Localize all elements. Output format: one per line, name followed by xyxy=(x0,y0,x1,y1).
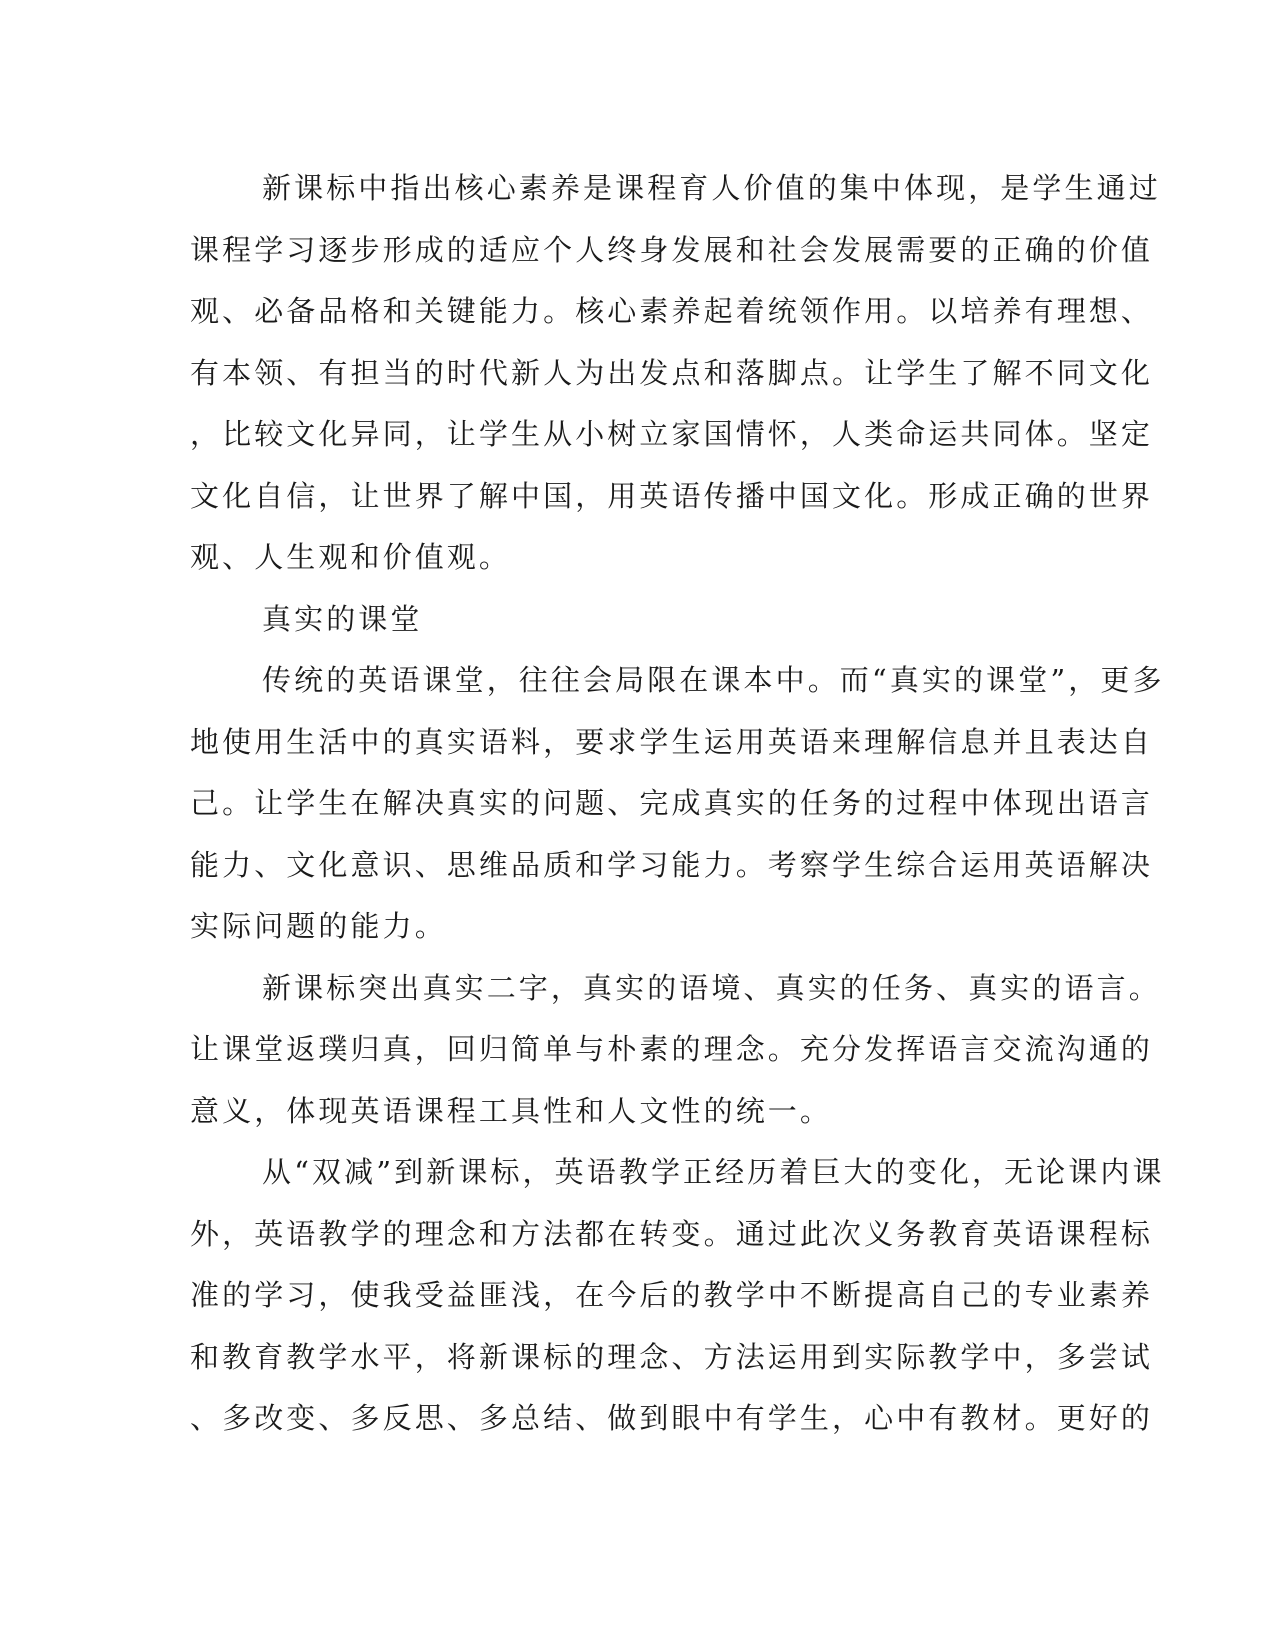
text-line: 新课标中指出核心素养是课程育人价值的集中体现，是学生通过 xyxy=(262,171,1161,205)
text-line: 、多改变、多反思、多总结、做到眼中有学生，心中有教材。更好的 xyxy=(190,1401,1154,1435)
text-line: 文化自信，让世界了解中国，用英语传播中国文化。形成正确的世界 xyxy=(190,478,1154,513)
text-line: ，比较文化异同，让学生从小树立家国情怀，人类命运共同体。坚定 xyxy=(190,417,1154,451)
text-line: 和教育教学水平，将新课标的理念、方法运用到实际教学中，多尝试 xyxy=(190,1339,1154,1374)
text-line: 观、必备品格和关键能力。核心素养起着统领作用。以培养有理想、 xyxy=(190,294,1154,328)
section-heading: 真实的课堂 xyxy=(262,601,423,636)
text-line: 能力、文化意识、思维品质和学习能力。考察学生综合运用英语解决 xyxy=(190,847,1154,882)
text-line: 传统的英语课堂，往往会局限在课本中。而“真实的课堂”，更多 xyxy=(262,663,1165,697)
text-line: 新课标突出真实二字，真实的语境、真实的任务、真实的语言。 xyxy=(262,970,1161,1005)
text-line: 观、人生观和价值观。 xyxy=(190,540,512,574)
text-line: 实际问题的能力。 xyxy=(190,909,447,943)
text-line: 己。让学生在解决真实的问题、完成真实的任务的过程中体现出语言 xyxy=(190,786,1154,820)
body-text xyxy=(190,158,1165,1450)
text-line: 有本领、有担当的时代新人为出发点和落脚点。让学生了解不同文化 xyxy=(190,355,1154,390)
text-line: 让课堂返璞归真，回归简单与朴素的理念。充分发挥语言交流沟通的 xyxy=(190,1032,1154,1066)
text-line: 准的学习，使我受益匪浅，在今后的教学中不断提高自己的专业素养 xyxy=(190,1278,1154,1312)
text-line: 意义，体现英语课程工具性和人文性的统一。 xyxy=(190,1093,833,1128)
text-line: 地使用生活中的真实语料，要求学生运用英语来理解信息并且表达自 xyxy=(190,724,1154,759)
text-line: 从“双减”到新课标，英语教学正经历着巨大的变化，无论课内课 xyxy=(262,1155,1165,1189)
text-line: 外，英语教学的理念和方法都在转变。通过此次义务教育英语课程标 xyxy=(190,1216,1154,1251)
text-line: 课程学习逐步形成的适应个人终身发展和社会发展需要的正确的价值 xyxy=(190,232,1154,267)
